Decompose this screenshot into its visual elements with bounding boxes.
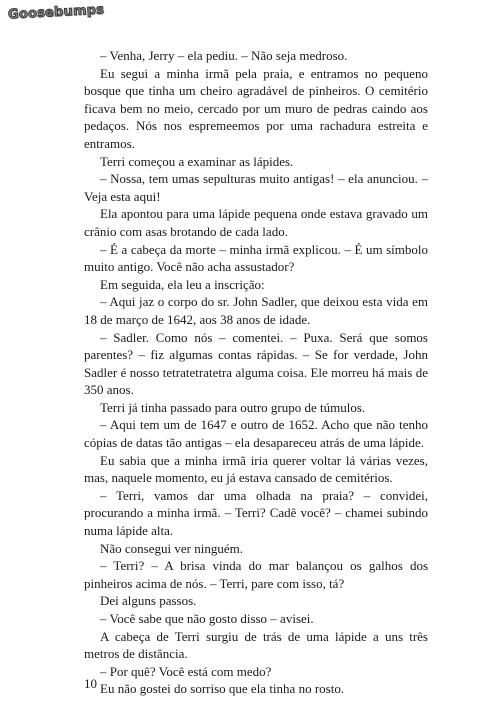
- paragraph: – Sadler. Como nós – comentei. – Puxa. Será que somos parentes? – fiz algumas contas rápidas. – Se for verdade, John Sadler é nosso tetratetratetra alguma coisa. Ele morreu há mais de 350 anos.: [84, 329, 428, 398]
- paragraph: Eu segui a minha irmã pela praia, e entramos no pequeno bosque que tinha um cheiro agradável de pinheiros. O cemitério ficava bem no meio, cercado por um muro de pedras caindo aos pedaços. Nós nos espremeemos por uma rachadura estreita e entramos.: [84, 65, 428, 151]
- paragraph: – Aqui tem um de 1647 e outro de 1652. Acho que não tenho cópias de datas tão antigas – ela desapareceu atrás de uma lápide.: [84, 417, 428, 451]
- paragraph: Eu não gostei do sorriso que ela tinha no rosto.: [100, 681, 345, 697]
- paragraph: Dei alguns passos.: [100, 593, 197, 609]
- paragraph: – Terri, vamos dar uma olhada na praia? – convidei, procurando a minha irmã. – Terri? Cadê você? – chamei subindo numa lápide alta.: [84, 487, 428, 539]
- page-number: 10: [84, 676, 97, 691]
- paragraph: – Você sabe que não gosto disso – avisei.: [100, 611, 314, 626]
- paragraph: Em seguida, ela leu a inscrição:: [100, 276, 265, 292]
- page-body: [84, 47, 428, 698]
- paragraph: – É a cabeça da morte – minha irmã explicou. – É um símbolo muito antigo. Você não acha assustador?: [84, 241, 428, 275]
- paragraph: Não consegui ver ninguém.: [100, 540, 243, 556]
- paragraph: Terri já tinha passado para outro grupo de túmulos.: [100, 399, 366, 415]
- paragraph: Ela apontou para uma lápide pequena onde estava gravado um crânio com asas brotando de cada lado.: [84, 206, 428, 239]
- paragraph: – Nossa, tem umas sepulturas muito antigas! – ela anunciou. – Veja esta aqui!: [84, 171, 428, 204]
- paragraph: Terri começou a examinar as lápides.: [100, 153, 294, 169]
- paragraph: A cabeça de Terri surgiu de trás de uma lápide a uns três metros de distância.: [84, 628, 428, 662]
- paragraph: Eu sabia que a minha irmã iria querer voltar lá várias vezes, mas, naquele momento, eu já estava cansado de cemitérios.: [84, 452, 428, 486]
- paragraph: – Terri? – A brisa vinda do mar balançou os galhos dos pinheiros acima de nós. – Terri, pare com isso, tá?: [84, 558, 428, 591]
- paragraph: – Aqui jaz o corpo do sr. John Sadler, que deixou esta vida em 18 de março de 1642, aos 38 anos de idade.: [84, 294, 428, 327]
- paragraph: – Por quê? Você está com medo?: [100, 663, 272, 679]
- goosebumps-logo: Goosebumps: [7, 2, 105, 23]
- paragraph: – Venha, Jerry – ela pediu. – Não seja medroso.: [100, 48, 348, 63]
